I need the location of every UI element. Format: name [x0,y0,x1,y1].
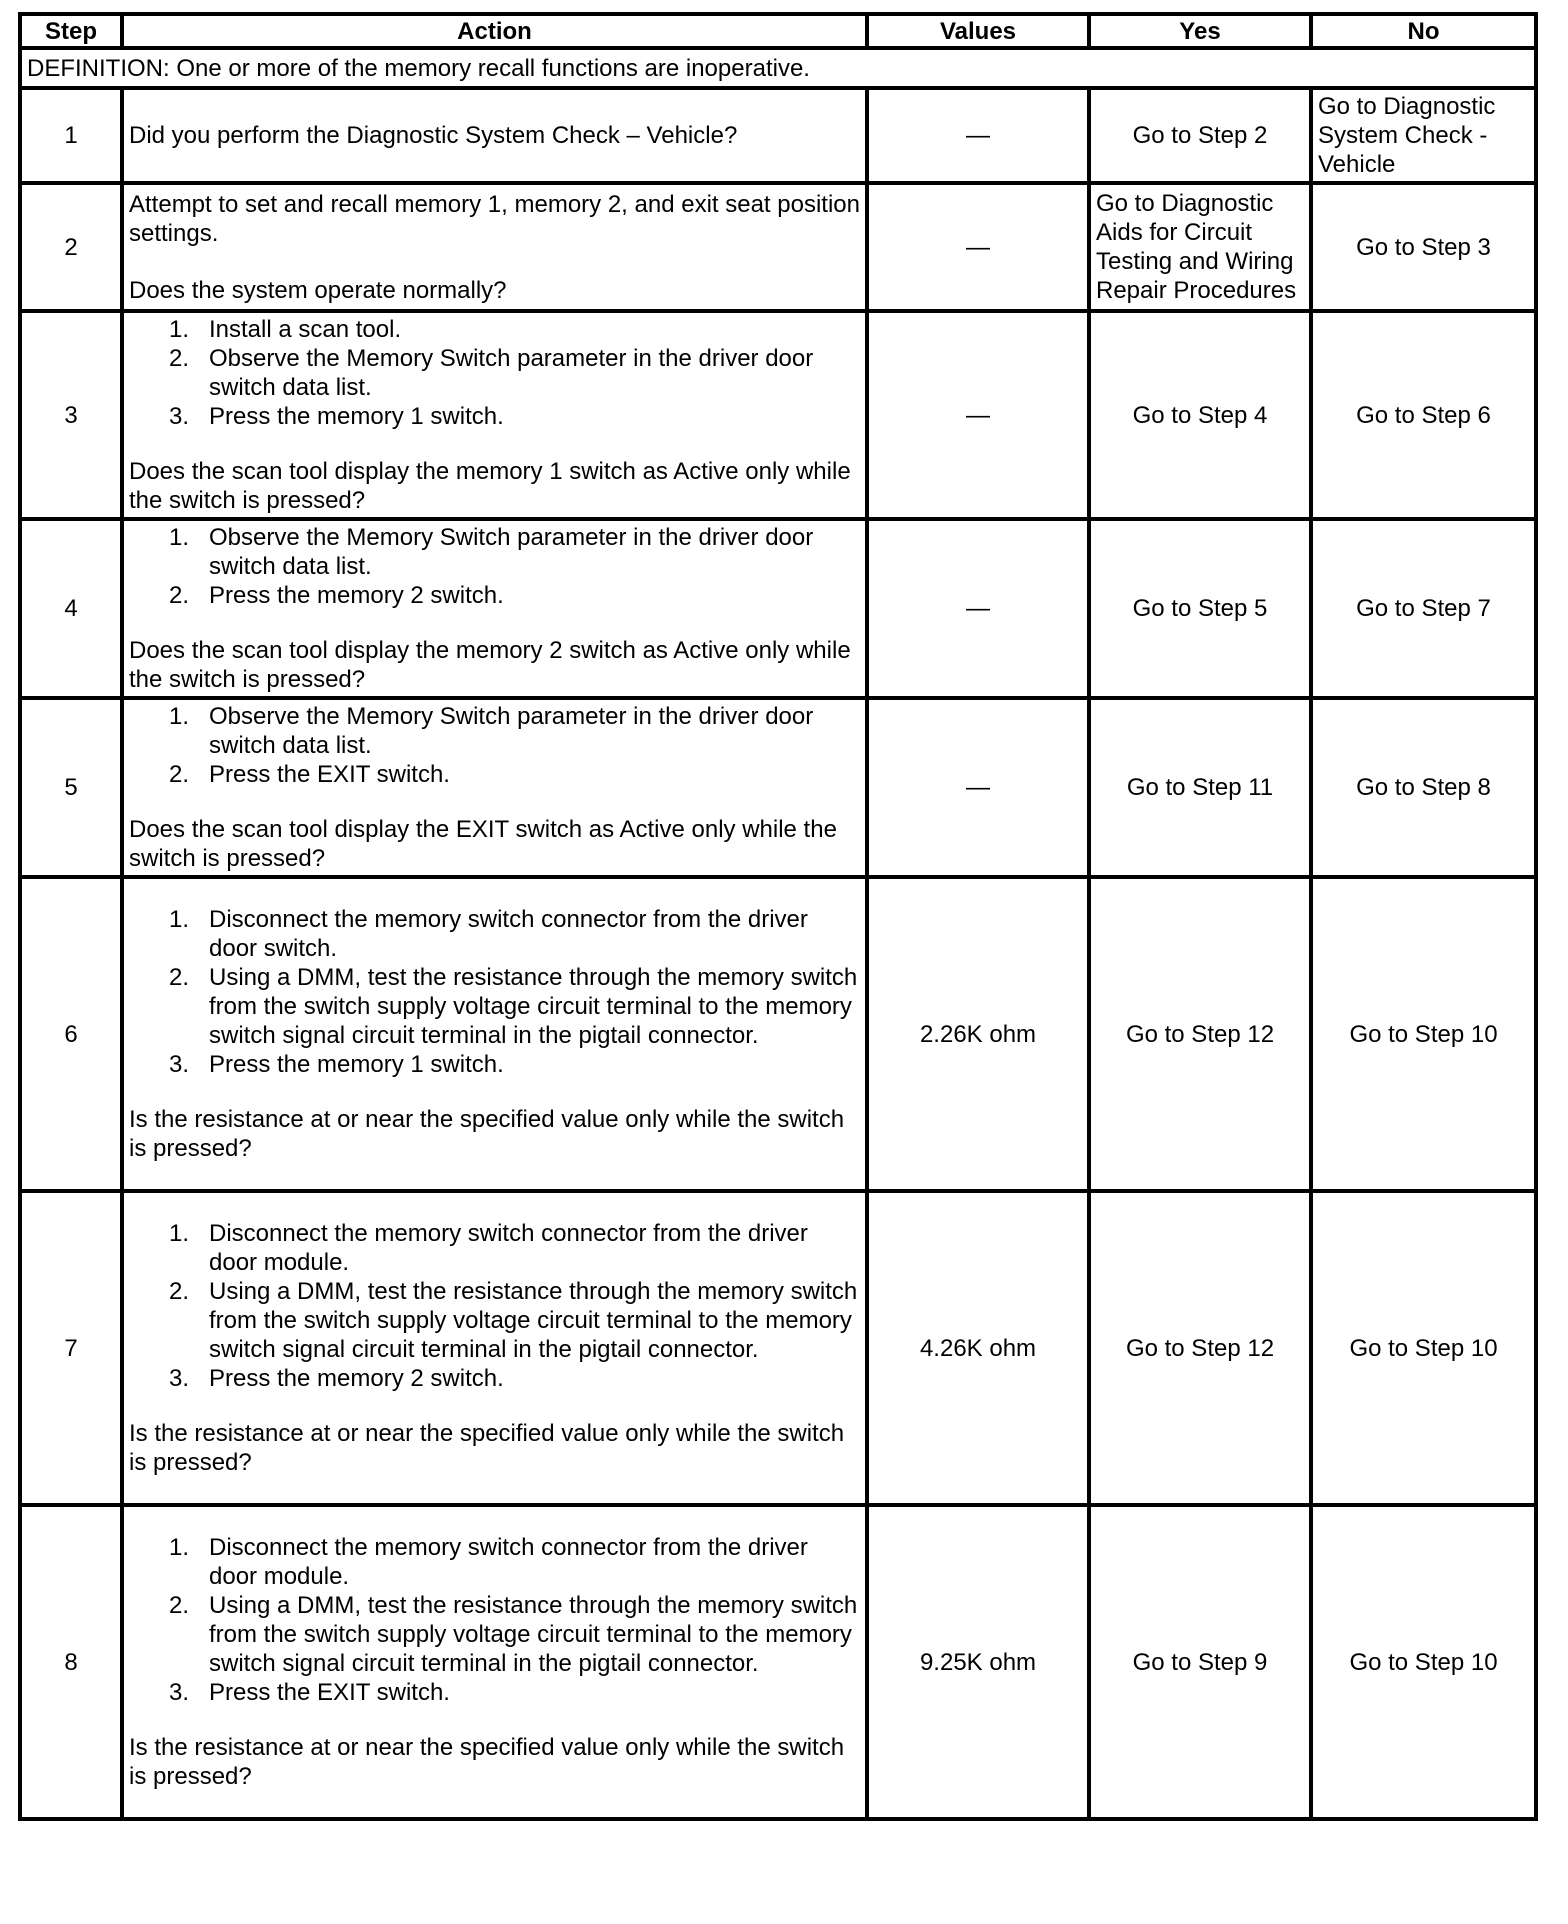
substep-list [129,1533,860,1707]
substep-text: Observe the Memory Switch parameter in the driver door switch data list. [209,345,814,401]
list-item [129,702,860,760]
list-item [129,905,860,963]
table-row [20,698,1536,877]
action-cell [122,698,867,877]
header-action: Action [122,14,867,48]
step-number: 3 [20,311,122,519]
substep-text: Press the EXIT switch. [209,761,450,788]
substep-number: 3. [168,1365,189,1392]
step-number: 6 [20,877,122,1191]
substep-list [129,523,860,610]
substep-text: Using a DMM, test the resistance through the memory switch from the switch supply voltage circuit terminal to the memory switch signal circuit terminal in the pigtail connector. [209,1592,858,1677]
substep-list [129,702,860,789]
action-question: Is the resistance at or near the specified value only while the switch is pressed? [129,1734,845,1790]
substep-text: Observe the Memory Switch parameter in the driver door switch data list. [209,524,814,580]
action-question: Does the system operate normally? [129,276,507,304]
yes-cell: Go to Step 12 [1089,1191,1311,1505]
table-row [20,1191,1536,1505]
action-cell [122,1191,867,1505]
action-question: Did you perform the Diagnostic System Check – Vehicle? [129,122,738,149]
substep-text: Observe the Memory Switch parameter in the driver door switch data list. [209,703,814,759]
no-cell: Go to Step 10 [1311,1191,1536,1505]
substep-text: Press the memory 1 switch. [209,403,504,430]
table-row [20,88,1536,183]
yes-cell: Go to Step 9 [1089,1505,1311,1819]
table-row [20,877,1536,1191]
substep-text: Using a DMM, test the resistance through the memory switch from the switch supply voltage circuit terminal to the memory switch signal circuit terminal in the pigtail connector. [209,1278,858,1363]
values-cell: 4.26K ohm [867,1191,1089,1505]
header-no: No [1311,14,1536,48]
list-item [129,315,860,344]
no-cell: Go to Step 7 [1311,519,1536,698]
substep-number: 1. [168,1220,189,1247]
definition-row [20,48,1536,88]
substep-list [129,905,860,1079]
list-item [129,760,860,789]
yes-cell: Go to Step 5 [1089,519,1311,698]
values-cell: — [867,88,1089,183]
substep-number: 3. [168,1051,189,1078]
substep-number: 3. [168,1679,189,1706]
action-cell [122,311,867,519]
substep-text: Press the memory 2 switch. [209,1365,504,1392]
action-question: Is the resistance at or near the specified value only while the switch is pressed? [129,1420,845,1476]
step-number: 5 [20,698,122,877]
no-cell: Go to Step 6 [1311,311,1536,519]
list-item [129,1591,860,1678]
header-step: Step [20,14,122,48]
list-item [129,1364,860,1393]
yes-cell: Go to Step 12 [1089,877,1311,1191]
values-cell: 2.26K ohm [867,877,1089,1191]
substep-text: Press the memory 2 switch. [209,582,504,609]
substep-list [129,1219,860,1393]
substep-number: 2. [168,345,189,372]
substep-text: Install a scan tool. [209,316,402,343]
substep-number: 1. [168,703,189,730]
table-row [20,1505,1536,1819]
substep-number: 1. [168,906,189,933]
step-number: 1 [20,88,122,183]
action-cell [122,1505,867,1819]
values-cell: — [867,519,1089,698]
substep-number: 1. [168,524,189,551]
yes-cell: Go to Diagnostic Aids for Circuit Testing and Wiring Repair Procedures [1089,183,1311,311]
action-cell [122,877,867,1191]
no-cell: Go to Diagnostic System Check - Vehicle [1311,88,1536,183]
substep-text: Disconnect the memory switch connector from the driver door module. [209,1534,808,1590]
list-item [129,1533,860,1591]
values-cell: — [867,311,1089,519]
no-cell: Go to Step 10 [1311,877,1536,1191]
no-cell: Go to Step 3 [1311,183,1536,311]
list-item [129,581,860,610]
header-row [20,14,1536,48]
step-number: 7 [20,1191,122,1505]
no-cell: Go to Step 8 [1311,698,1536,877]
list-item [129,1050,860,1079]
yes-cell: Go to Step 4 [1089,311,1311,519]
substep-number: 1. [168,316,189,343]
step-number: 8 [20,1505,122,1819]
substep-number: 2. [168,1278,189,1305]
list-item [129,1678,860,1707]
action-question: Does the scan tool display the EXIT switch as Active only while the switch is pressed? [129,816,837,872]
substep-number: 2. [168,1592,189,1619]
yes-cell: Go to Step 11 [1089,698,1311,877]
action-question: Does the scan tool display the memory 1 switch as Active only while the switch is pressed? [129,458,851,514]
header-yes: Yes [1089,14,1311,48]
list-item [129,344,860,402]
substep-text: Using a DMM, test the resistance through the memory switch from the switch supply voltage circuit terminal to the memory switch signal circuit terminal in the pigtail connector. [209,964,858,1049]
action-intro: Attempt to set and recall memory 1, memory 2, and exit seat position settings. [129,190,860,247]
list-item [129,1219,860,1277]
action-question: Does the scan tool display the memory 2 switch as Active only while the switch is pressed? [129,637,851,693]
substep-list [129,315,860,431]
action-cell [122,88,867,183]
values-cell: — [867,183,1089,311]
substep-number: 2. [168,761,189,788]
list-item [129,963,860,1050]
table-row [20,311,1536,519]
values-cell: — [867,698,1089,877]
substep-number: 2. [168,964,189,991]
substep-text: Press the EXIT switch. [209,1679,450,1706]
table-row [20,519,1536,698]
step-number: 2 [20,183,122,311]
yes-cell: Go to Step 2 [1089,88,1311,183]
substep-text: Disconnect the memory switch connector from the driver door module. [209,1220,808,1276]
action-question: Is the resistance at or near the specified value only while the switch is pressed? [129,1106,845,1162]
substep-text: Disconnect the memory switch connector from the driver door switch. [209,906,808,962]
step-number: 4 [20,519,122,698]
list-item [129,402,860,431]
action-cell [122,519,867,698]
diagnostic-table [18,12,1538,1821]
list-item [129,523,860,581]
header-values: Values [867,14,1089,48]
substep-number: 2. [168,582,189,609]
substep-number: 3. [168,403,189,430]
definition-text: DEFINITION: One or more of the memory recall functions are inoperative. [20,48,1536,88]
table-row [20,183,1536,311]
action-cell [122,183,867,311]
substep-text: Press the memory 1 switch. [209,1051,504,1078]
values-cell: 9.25K ohm [867,1505,1089,1819]
no-cell: Go to Step 10 [1311,1505,1536,1819]
list-item [129,1277,860,1364]
substep-number: 1. [168,1534,189,1561]
